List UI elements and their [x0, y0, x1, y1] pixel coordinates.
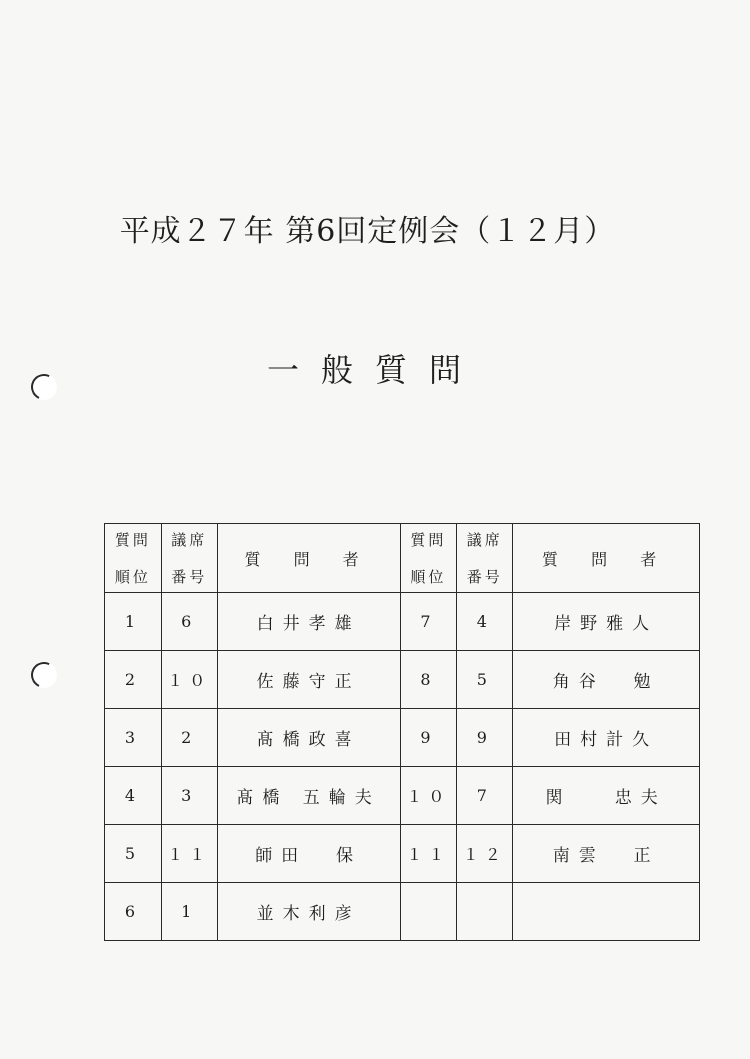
questioner-name-cell: 関 忠夫 — [513, 767, 700, 825]
questioner-name-cell — [513, 883, 700, 941]
order-cell: 2 — [105, 651, 162, 709]
questioner-name-cell: 田村計久 — [513, 709, 700, 767]
seat-cell: 6 — [161, 593, 217, 651]
seat-cell: 2 — [161, 709, 217, 767]
questioner-name-cell: 髙橋 五輪夫 — [217, 767, 400, 825]
seat-cell: １０ — [161, 651, 217, 709]
table-row — [105, 767, 700, 825]
order-cell: 9 — [400, 709, 457, 767]
questioner-name-cell: 岸野雅人 — [513, 593, 700, 651]
questioner-name-cell: 佐藤守正 — [217, 651, 400, 709]
table-row — [105, 883, 700, 941]
seat-cell: １１ — [161, 825, 217, 883]
questioner-name-cell: 師田 保 — [217, 825, 400, 883]
questioner-table — [104, 523, 700, 941]
header-questioner-left: 質 問 者 — [217, 524, 400, 593]
seat-cell: 5 — [457, 651, 513, 709]
order-cell — [400, 883, 457, 941]
order-cell: 5 — [105, 825, 162, 883]
document-title-text: 平成２７年 第6回定例会（１２月） — [119, 214, 616, 249]
header-seat-left: 議席 番号 — [161, 524, 217, 593]
seat-cell — [457, 883, 513, 941]
table-row — [105, 593, 700, 651]
seat-cell: 3 — [161, 767, 217, 825]
questioner-name-cell: 白井孝雄 — [217, 593, 400, 651]
order-cell: 4 — [105, 767, 162, 825]
order-cell: 7 — [400, 593, 457, 651]
order-cell: １０ — [400, 767, 457, 825]
questioner-name-cell: 角谷 勉 — [513, 651, 700, 709]
order-cell: 1 — [105, 593, 162, 651]
table-header-row — [105, 524, 700, 593]
order-cell: １１ — [400, 825, 457, 883]
table-row — [105, 709, 700, 767]
seat-cell: 9 — [457, 709, 513, 767]
table-row — [105, 825, 700, 883]
seat-cell: 7 — [457, 767, 513, 825]
seat-cell: 1 — [161, 883, 217, 941]
questioner-name-cell: 並木利彦 — [217, 883, 400, 941]
questioner-name-cell: 髙橋政喜 — [217, 709, 400, 767]
header-seat-right: 議席 番号 — [457, 524, 513, 593]
header-order-left: 質問 順位 — [105, 524, 162, 593]
header-order-right: 質問 順位 — [400, 524, 457, 593]
document-subtitle: 一般質問 — [266, 351, 483, 389]
questioner-name-cell: 南雲 正 — [513, 825, 700, 883]
order-cell: 6 — [105, 883, 162, 941]
seat-cell: 4 — [457, 593, 513, 651]
table-row — [105, 651, 700, 709]
seat-cell: １２ — [457, 825, 513, 883]
header-questioner-right: 質 問 者 — [513, 524, 700, 593]
order-cell: 3 — [105, 709, 162, 767]
punch-hole-bottom — [27, 658, 60, 691]
document-title — [0, 206, 750, 250]
order-cell: 8 — [400, 651, 457, 709]
